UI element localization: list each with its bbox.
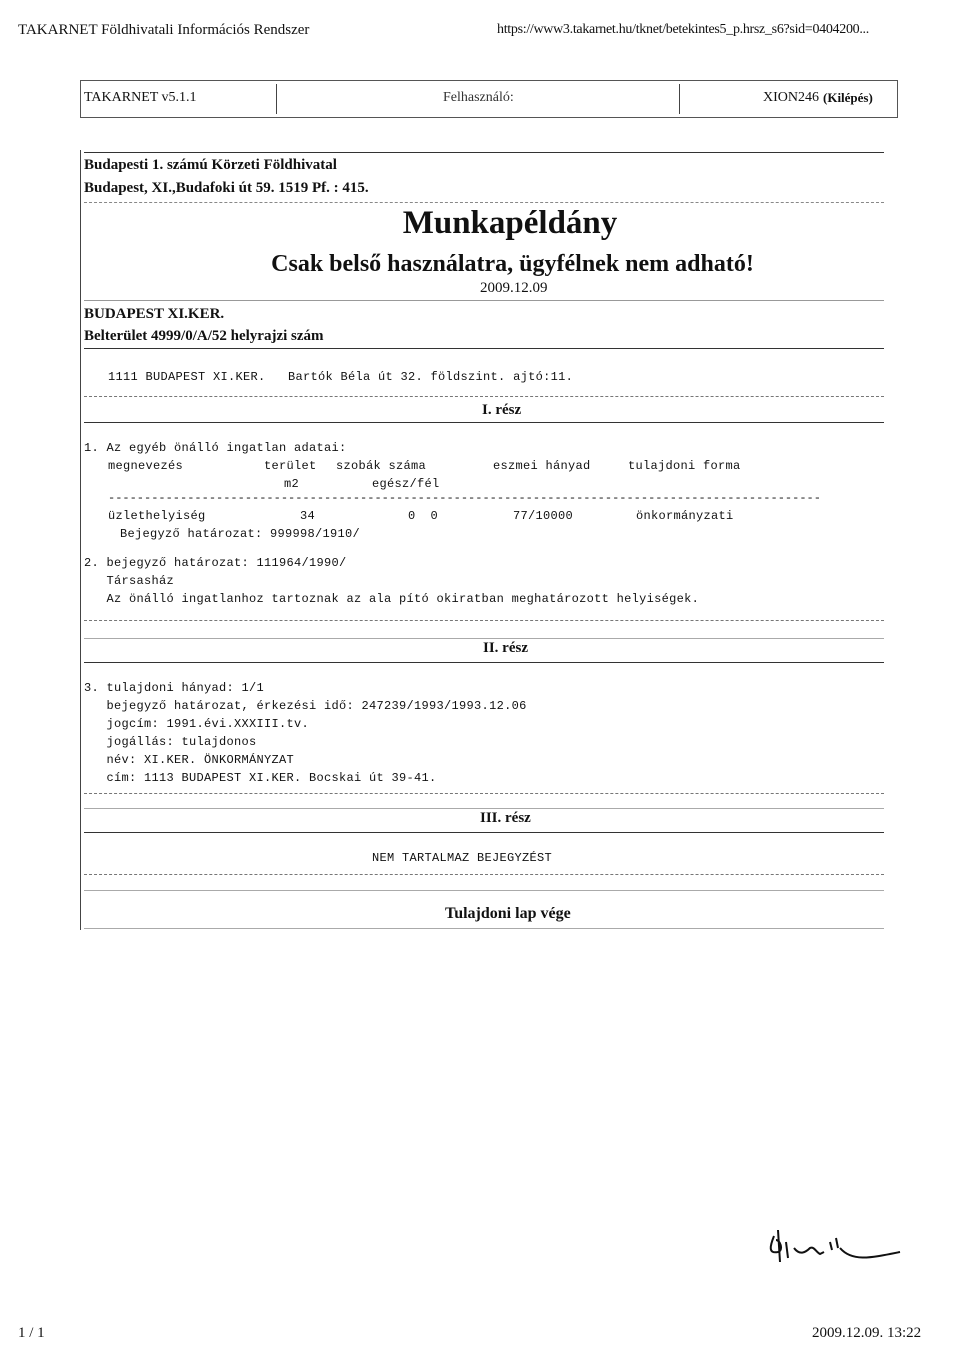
row-share: 77/10000	[513, 509, 574, 523]
part2-line1: 3. tulajdoni hányad: 1/1	[84, 681, 265, 695]
part2-line5: név: XI.KER. ÖNKORMÁNYZAT	[84, 753, 295, 767]
part1-item2-line1: 2. bejegyző határozat: 111964/1990/	[84, 556, 347, 570]
part2-title: II. rész	[483, 640, 528, 656]
logout-link[interactable]: (Kilépés)	[823, 90, 873, 105]
row-resolution: Bejegyző határozat: 999998/1910/	[120, 527, 361, 541]
part1-title: I. rész	[482, 402, 522, 418]
table-separator: ---------------------------------------------------------------------------------------------------	[108, 491, 821, 505]
app-version: TAKARNET v5.1.1	[84, 90, 197, 105]
print-datetime: 2009.12.09. 13:22	[812, 1325, 922, 1341]
row-area: 34	[300, 509, 316, 523]
part2-line4: jogállás: tulajdonos	[84, 735, 257, 749]
property-address: 1111 BUDAPEST XI.KER. Bartók Béla út 32. földszint. ajtó:11.	[108, 370, 574, 384]
end-title: Tulajdoni lap vége	[445, 905, 571, 922]
col-rooms-sub: egész/fél	[372, 477, 440, 491]
row-rooms: 0 0	[408, 509, 439, 523]
part2-line2: bejegyző határozat, érkezési idő: 247239/1993/1993.12.06	[84, 699, 527, 713]
part1-item2-line2: Társasház	[84, 574, 175, 588]
watermark-title: Munkapéldány	[402, 205, 618, 241]
page-number: 1 / 1	[18, 1325, 45, 1341]
part3-title: III. rész	[480, 810, 531, 826]
part1-item2-line3: Az önálló ingatlanhoz tartoznak az ala pító okiratban meghatározott helyiségek.	[84, 592, 700, 606]
part1-item1-heading: 1. Az egyéb önálló ingatlan adatai:	[84, 441, 347, 455]
part2-line6: cím: 1113 BUDAPEST XI.KER. Bocskai út 39-41.	[84, 771, 437, 785]
row-name: üzlethelyiség	[108, 509, 206, 523]
print-url: https://www3.takarnet.hu/tknet/betekintes5_p.hrsz_s6?sid=0404200...	[497, 22, 869, 37]
col-ownership: tulajdoni forma	[628, 459, 741, 473]
col-share: eszmei hányad	[493, 459, 591, 473]
watermark-date: 2009.12.09	[480, 280, 548, 296]
signature-image	[760, 1222, 910, 1267]
office-name: Budapesti 1. számú Körzeti Földhivatal	[84, 157, 337, 173]
col-name: megnevezés	[108, 459, 184, 473]
row-ownership: önkormányzati	[636, 509, 734, 523]
app-bar	[80, 80, 898, 118]
district: BUDAPEST XI.KER.	[84, 306, 225, 322]
watermark-subtitle: Csak belső használatra, ügyfélnek nem adható!	[271, 251, 754, 277]
office-address: Budapest, XI.,Budafoki út 59. 1519 Pf. : 415.	[84, 180, 369, 196]
col-area-unit: m2	[284, 477, 300, 491]
col-area: terület	[264, 459, 317, 473]
parcel-number: Belterület 4999/0/A/52 helyrajzi szám	[84, 328, 324, 344]
user-id: XION246	[763, 90, 819, 105]
part2-line3: jogcím: 1991.évi.XXXIII.tv.	[84, 717, 310, 731]
print-title: TAKARNET Földhivatali Információs Rendszer	[18, 22, 310, 38]
col-rooms: szobák száma	[336, 459, 427, 473]
user-label: Felhasználó:	[443, 90, 514, 105]
part3-content: NEM TARTALMAZ BEJEGYZÉST	[372, 851, 553, 865]
